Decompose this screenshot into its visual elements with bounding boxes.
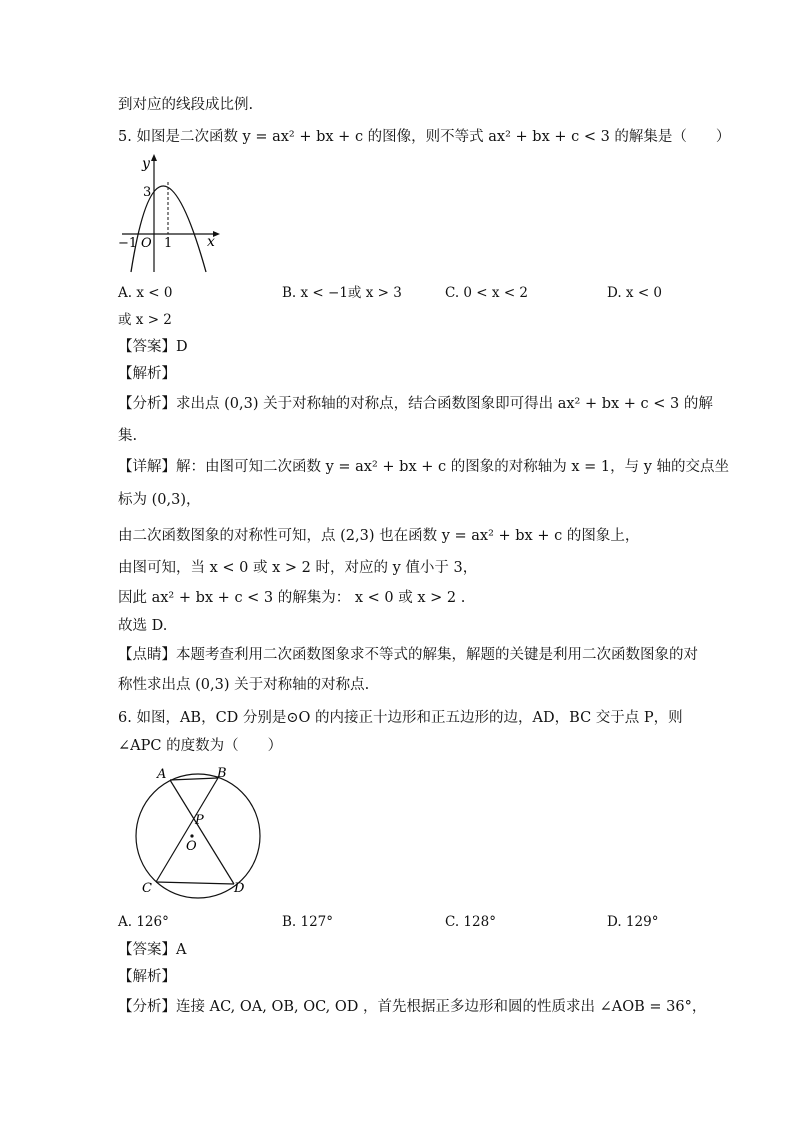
q5-dianjing-line-2: 称性求出点 (0,3) 关于对称轴的对称点. — [118, 677, 370, 693]
q5-detail-line-2: 标为 (0,3)， — [118, 492, 201, 508]
q6-analysis-heading: 【解析】 — [118, 969, 176, 985]
question-6-stem-1: 6. 如图，AB，CD 分别是⊙O 的内接正十边形和正五边形的边，AD，BC 交于点 P，则 — [118, 710, 683, 726]
chord-bc — [156, 778, 218, 882]
q6-fenxi-line: 【分析】连接 AC, OA, OB, OC, OD ，首先根据正多边形和圆的性质求出 ∠AOB = 36°， — [118, 999, 707, 1015]
q6-answer: 【答案】A — [118, 942, 187, 958]
q5-detail-line-4: 由图可知，当 x < 0 或 x > 2 时，对应的 y 值小于 3， — [118, 560, 478, 576]
q5-analysis-heading: 【解析】 — [118, 366, 176, 382]
q5-option-c[interactable]: C. 0 < x < 2 — [445, 285, 529, 301]
origin-label: O — [141, 236, 152, 251]
chord-ab — [170, 778, 218, 780]
q5-detail-line-6: 故选 D. — [118, 618, 168, 634]
tick-label-neg1: −1 — [118, 236, 138, 251]
q6-option-b[interactable]: B. 127° — [282, 914, 334, 930]
point-label-p: P — [195, 813, 204, 828]
q5-dianjing-line-1: 【点睛】本题考查利用二次函数图象求不等式的解集，解题的关键是利用二次函数图象的对 — [118, 647, 698, 663]
text-line: 到对应的线段成比例. — [118, 97, 254, 113]
q5-option-a[interactable]: A. x < 0 — [118, 285, 173, 301]
tick-label-1: 1 — [164, 236, 173, 251]
q5-detail-line-3: 由二次函数图象的对称性可知，点 (2,3) 也在函数 y = ax² + bx + c 的图象上， — [118, 528, 640, 544]
center-point — [190, 834, 193, 837]
q5-fenxi-line-2: 集. — [118, 428, 138, 444]
q5-option-b[interactable]: B. x < −1或 x > 3 — [282, 285, 402, 301]
question-6-stem-2: ∠APC 的度数为（ ） — [118, 738, 283, 754]
chord-cd — [156, 882, 234, 884]
q5-option-d-continued: 或 x > 2 — [118, 312, 172, 328]
q5-fenxi-line-1: 【分析】求出点 (0,3) 关于对称轴的对称点，结合函数图象即可得出 ax² + bx + c < 3 的解 — [118, 396, 713, 412]
q5-detail-line-1: 【详解】解：由图可知二次函数 y = ax² + bx + c 的图象的对称轴为 x = 1，与 y 轴的交点坐 — [118, 459, 730, 475]
x-axis-label: x — [207, 234, 215, 250]
point-label-b: B — [217, 766, 227, 781]
circle-figure — [128, 764, 268, 900]
point-label-o: O — [186, 839, 197, 854]
y-axis-arrow — [151, 154, 157, 161]
q6-option-d[interactable]: D. 129° — [607, 914, 659, 930]
tick-label-3: 3 — [143, 185, 152, 200]
q5-detail-line-5: 因此 ax² + bx + c < 3 的解集为： x < 0 或 x > 2 . — [118, 590, 466, 606]
q6-option-c[interactable]: C. 128° — [445, 914, 496, 930]
question-5-stem: 5. 如图是二次函数 y = ax² + bx + c 的图像，则不等式 ax² + bx + c < 3 的解集是（ ） — [118, 129, 731, 145]
circle-o — [136, 774, 260, 898]
parabola-graph — [118, 152, 223, 276]
point-label-a: A — [157, 767, 167, 782]
q6-option-a[interactable]: A. 126° — [118, 914, 169, 930]
q5-option-d[interactable]: D. x < 0 — [607, 285, 663, 301]
point-label-d: D — [234, 881, 245, 896]
chord-ad — [170, 780, 234, 884]
q5-answer: 【答案】D — [118, 339, 188, 355]
point-label-c: C — [142, 881, 152, 896]
y-axis-label: y — [142, 156, 150, 172]
